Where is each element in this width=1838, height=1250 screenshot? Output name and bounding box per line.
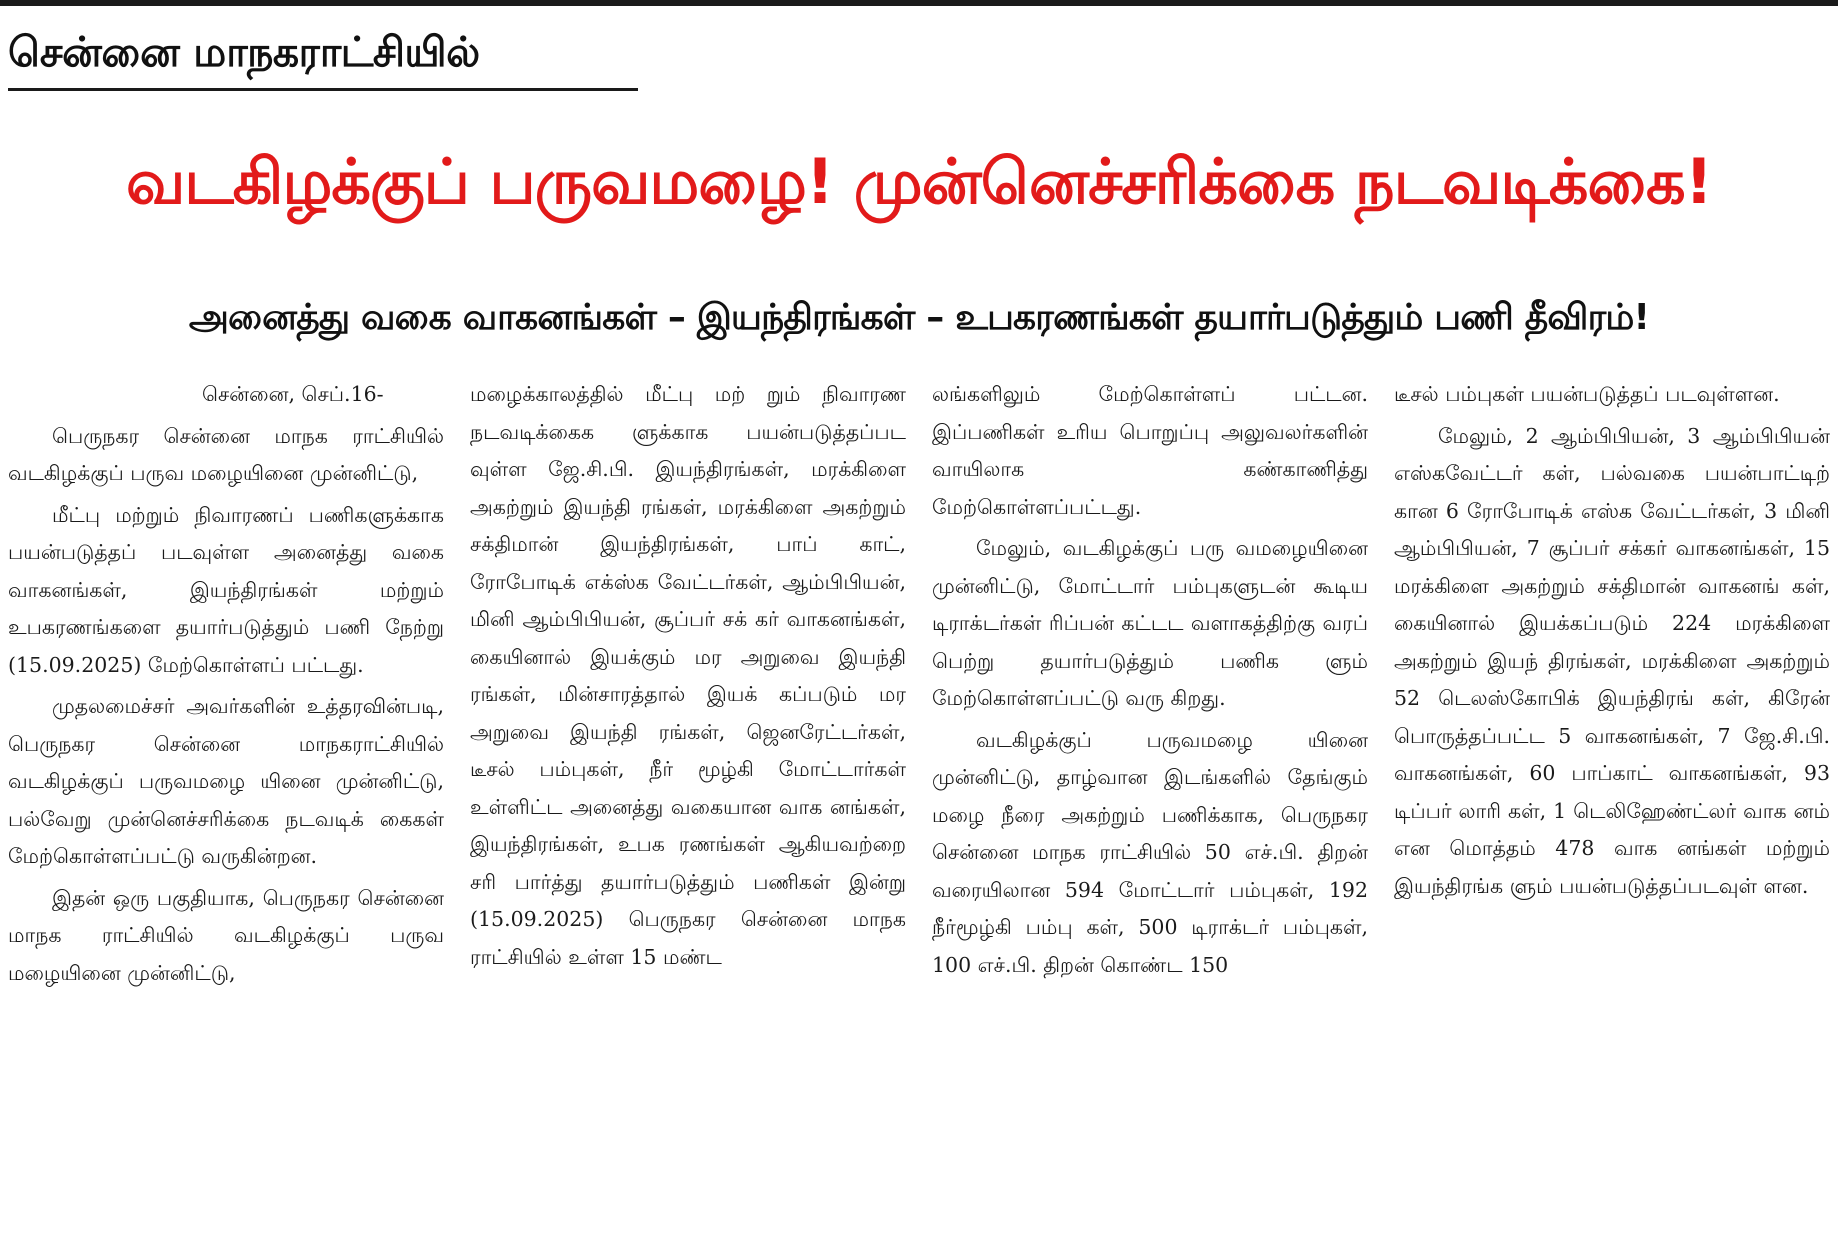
paragraph: லங்களிலும் மேற்கொள்ளப் பட்டன. இப்பணிகள் உரிய பொறுப்பு அலுவலர்களின் வாயிலாக கண்காணித்து மேற்கொள்ளப்பட்டது. — [932, 382, 1368, 519]
kicker-block — [8, 22, 638, 91]
paragraph: வடகிழக்குப் பருவமழை யினை முன்னிட்டு, தாழ்வான இடங்களில் தேங்கும் மழை நீரை அகற்றும் பணிக்காக, பெருநகர சென்னை மாநக ராட்சியில் 50 எச்.பி. திறன் வரையிலான 594 மோட்டார் பம்புகள், 192 நீர்மூழ்கி பம்பு கள், 500 டிராக்டர் பம்புகள், 100 எச்.பி. திறன் கொண்ட 150 — [932, 727, 1368, 977]
article-column-4 — [1394, 376, 1830, 1244]
paragraph: மழைக்காலத்தில் மீட்பு மற் றும் நிவாரண நடவடிக்கைக ளுக்காக பயன்படுத்தப்பட வுள்ள ஜே.சி.பி. இயந்திரங்கள், மரக்கிளை அகற்றும் இயந்தி ரங்கள், மரக்கிளை அகற்றும் சக்திமான் இயந்திரங்கள், பாப் காட், ரோபோடிக் எக்ஸ்க வேட்டர்கள், ஆம்பிபியன், மினி ஆம்பிபியன், சூப்பர் சக் கர் வாகனங்கள், கையினால் இயக்கும் மர அறுவை இயந்தி ரங்கள், மின்சாரத்தால் இயக் கப்படும் மர அறுவை இயந்தி ரங்கள், ஜெனரேட்டர்கள், டீசல் பம்புகள், நீர் மூழ்கி மோட்டார்கள் உள்ளிட்ட அனைத்து வகையான வாக னங்கள், இயந்திரங்கள், உபக ரணங்கள் ஆகியவற்றை சரி பார்த்து தயார்படுத்தும் பணிகள் இன்று (15.09.2025) பெருநகர சென்னை மாநக ராட்சியில் உள்ள 15 மண்ட — [470, 382, 906, 969]
paragraph: மேலும், வடகிழக்குப் பரு வமழையினை முன்னிட்டு, மோட்டார் பம்புகளுடன் கூடிய டிராக்டர்கள் ரிப்பன் கட்டட வளாகத்திற்கு வரப் பெற்று தயார்படுத்தும் பணிக ளும் மேற்கொள்ளப்பட்டு வரு கிறது. — [932, 536, 1368, 710]
article-column-3 — [932, 376, 1368, 1244]
paragraph: மீட்பு மற்றும் நிவாரணப் பணிகளுக்காக பயன்படுத்தப் படவுள்ள அனைத்து வகை வாகனங்கள், இயந்திரங்கள் மற்றும் உபகரணங்களை தயார்படுத்தும் பணி நேற்று (15.09.2025) மேற்கொள்ளப் பட்டது. — [8, 502, 444, 677]
article-column-1 — [8, 376, 444, 1244]
paragraph: டீசல் பம்புகள் பயன்படுத்தப் படவுள்ளன. — [1394, 382, 1780, 406]
paragraph: முதலமைச்சர் அவர்களின் உத்தரவின்படி, பெருநகர சென்னை மாநகராட்சியில் வடகிழக்குப் பருவமழை யினை முன்னிட்டு, பல்வேறு முன்னெச்சரிக்கை நடவடிக் கைகள் மேற்கொள்ளப்பட்டு வருகின்றன. — [8, 694, 444, 868]
subheadline: அனைத்து வகை வாகனங்கள் – இயந்திரங்கள் – உபகரணங்கள் தயார்படுத்தும் பணி தீவிரம்! — [188, 297, 1650, 338]
paragraph: மேலும், 2 ஆம்பிபியன், 3 ஆம்பிபியன் எஸ்கவேட்டர் கள், பல்வகை பயன்பாட்டிற் கான 6 ரோபோடிக் எஸ்க வேட்டர்கள், 3 மினி ஆம்பிபியன், 7 சூப்பர் சக்கர் வாகனங்கள், 15 மரக்கிளை அகற்றும் சக்திமான் வாகனங் கள், கையினால் இயக்கப்படும் 224 மரக்கிளை அகற்றும் இயந் திரங்கள், மரக்கிளை அகற்றும் 52 டெலஸ்கோபிக் இயந்திரங் கள், கிரேன் பொருத்தப்பட்ட 5 வாகனங்கள், 7 ஜே.சி.பி. வாகனங்கள், 60 பாப்காட் வாகனங்கள், 93 டிப்பர் லாரி கள், 1 டெலிஹேண்ட்லர் வாக னம் என மொத்தம் 478 வாக னங்கள் மற்றும் இயந்திரங்க ளும் பயன்படுத்தப்படவுள் ளன. — [1394, 423, 1830, 898]
article-columns — [8, 376, 1830, 1244]
paragraph: இதன் ஒரு பகுதியாக, பெருநகர சென்னை மாநக ராட்சியில் வடகிழக்குப் பருவ மழையினை முன்னிட்டு, — [8, 885, 444, 985]
kicker: சென்னை மாநகராட்சியில் — [8, 28, 480, 76]
paragraph: பெருநகர சென்னை மாநக ராட்சியில் வடகிழக்குப் பருவ மழையினை முன்னிட்டு, — [8, 423, 444, 485]
dateline: சென்னை, செப்.16- — [202, 382, 384, 406]
article-column-2 — [470, 376, 906, 1244]
headline: வடகிழக்குப் பருவமழை! முன்னெச்சரிக்கை நடவடிக்கை! — [126, 145, 1712, 218]
